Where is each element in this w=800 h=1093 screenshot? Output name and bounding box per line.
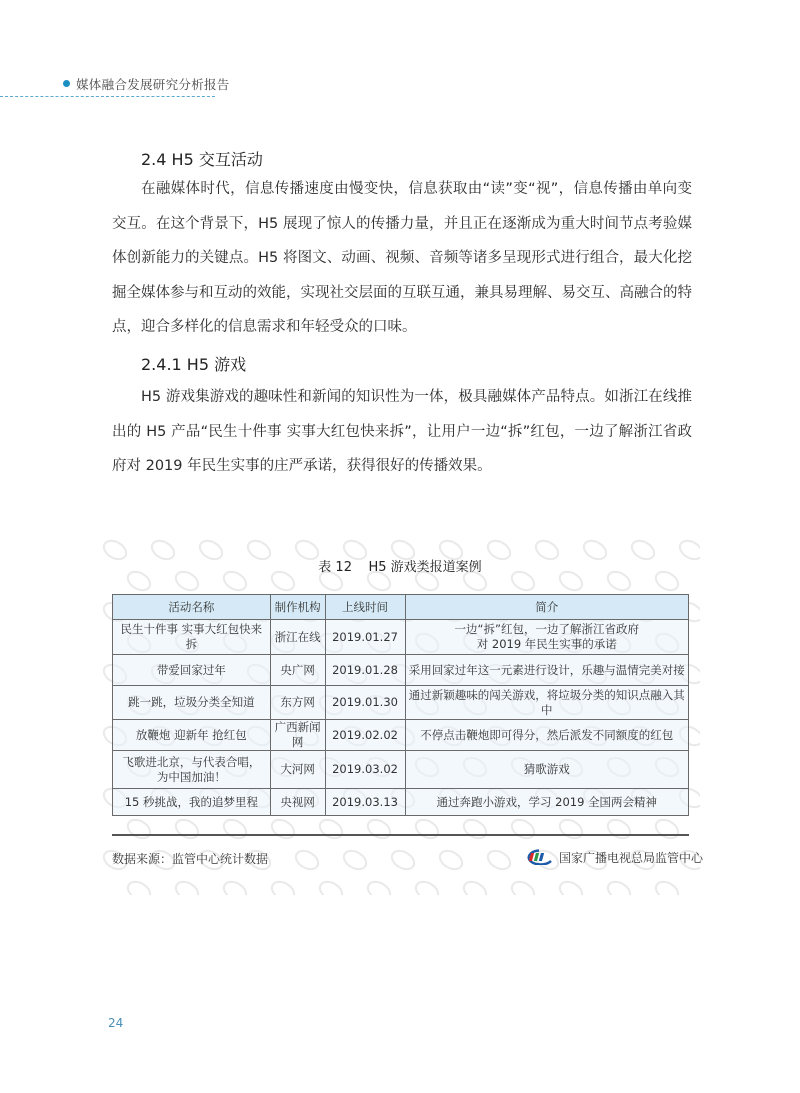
column-header-name: 活动名称 [113, 595, 271, 620]
watermark-logo-icon [483, 846, 515, 875]
watermark-logo-icon [555, 815, 587, 844]
watermark-logo-icon [699, 753, 700, 782]
cell-date: 2019.01.27 [325, 620, 405, 655]
cell-name: 民生十件事 实事大红包快来拆 [113, 620, 271, 655]
watermark-logo-icon [267, 815, 299, 844]
watermark-logo-icon [363, 815, 395, 844]
watermark-logo-icon [699, 877, 700, 895]
watermark-logo-icon [603, 815, 635, 844]
watermark-logo-icon [651, 877, 683, 895]
watermark-logo-icon [459, 877, 491, 895]
cell-intro: 不停点击鞭炮即可得分，然后派发不同额度的红包 [405, 720, 688, 751]
cell-org: 浙江在线 [270, 620, 325, 655]
table-row [113, 789, 689, 816]
cell-name [113, 751, 271, 789]
watermark-logo-icon [291, 846, 323, 875]
watermark-logo-icon [411, 815, 443, 844]
watermark-logo-icon [603, 877, 635, 895]
cell-name: 跳一跳，垃圾分类全知道 [113, 686, 271, 720]
cell-name-line: 飞歌进北京，与代表合唱， [122, 754, 261, 769]
watermark-logo-icon [123, 877, 155, 895]
cell-name-line: 为中国加油！ [156, 769, 226, 784]
watermark-logo-icon [267, 877, 299, 895]
table-row [113, 751, 689, 789]
divider-rule [112, 834, 689, 836]
data-source: 数据来源：监管中心统计数据 [112, 852, 269, 866]
cell-intro: 通过奔跑小游戏，学习 2019 全国两会精神 [405, 789, 688, 816]
bullet-dot-icon [63, 80, 70, 87]
table-row [113, 720, 689, 751]
subsection-heading: 2.4.1 H5 游戏 [141, 355, 247, 374]
page-number: 24 [108, 1016, 124, 1030]
cell-intro-line: 一边“拆”红包，一边了解浙江省政府 [454, 622, 639, 636]
watermark-logo-icon [699, 629, 700, 658]
watermark-logo-icon [315, 815, 347, 844]
organization-credit [525, 848, 703, 866]
watermark-logo-icon [387, 846, 419, 875]
watermark-logo-icon [411, 877, 443, 895]
cell-date: 2019.01.28 [325, 655, 405, 686]
column-header-org: 制作机构 [270, 595, 325, 620]
cell-intro: 采用回家过年这一元素进行设计，乐趣与温情完美对接 [405, 655, 688, 686]
cell-name: 15 秒挑战，我的追梦里程 [113, 789, 271, 816]
watermark-logo-icon [171, 815, 203, 844]
cases-table [112, 594, 689, 816]
cell-org: 大河网 [270, 751, 325, 789]
watermark-logo-icon [651, 815, 683, 844]
watermark-logo-icon [219, 815, 251, 844]
cell-intro [405, 620, 688, 655]
watermark-logo-icon [339, 846, 371, 875]
watermark-logo-icon [507, 877, 539, 895]
table-header-row [113, 595, 689, 620]
cell-name: 带爱回家过年 [113, 655, 271, 686]
cell-date: 2019.02.02 [325, 720, 405, 751]
ncms-logo-icon [525, 849, 553, 865]
section-heading: 2.4 H5 交互活动 [141, 150, 263, 169]
watermark-logo-icon [219, 877, 251, 895]
organization-name: 国家广播电视总局监管中心 [559, 850, 704, 865]
cell-date: 2019.03.13 [325, 789, 405, 816]
watermark-logo-icon [507, 815, 539, 844]
cell-name: 放鞭炮 迎新年 抢红包 [113, 720, 271, 751]
watermark-logo-icon [699, 815, 700, 844]
cell-intro: 通过新颖趣味的闯关游戏，将垃圾分类的知识点融入其中 [405, 686, 688, 720]
cell-date: 2019.03.02 [325, 751, 405, 789]
cell-date: 2019.01.30 [325, 686, 405, 720]
watermark-logo-icon [555, 877, 587, 895]
cell-org: 央视网 [270, 789, 325, 816]
running-header [0, 72, 230, 97]
subsection-paragraph: H5 游戏集游戏的趣味性和新闻的知识性为一体，极具融媒体产品特点。如浙江在线推出的 H5 产品“民生十件事 实事大红包快来拆”，让用户一边“拆”红包，一边了解浙江省政府对 2019 年民生实事的庄严承诺，获得很好的传播效果。 [112, 389, 692, 475]
watermark-logo-icon [459, 815, 491, 844]
table-caption: 表 12 H5 游戏类报道案例 [318, 560, 482, 575]
table-row [113, 620, 689, 655]
table-row [113, 686, 689, 720]
watermark-logo-icon [123, 815, 155, 844]
watermark-logo-icon [435, 846, 467, 875]
cell-intro: 猜歌游戏 [405, 751, 688, 789]
cell-org: 央广网 [270, 655, 325, 686]
cell-org: 东方网 [270, 686, 325, 720]
watermark-logo-icon [699, 691, 700, 720]
column-header-intro: 简介 [405, 595, 688, 620]
watermark-logo-icon [315, 877, 347, 895]
cell-intro-line: 对 2019 年民生实事的承诺 [476, 637, 617, 651]
column-header-date: 上线时间 [325, 595, 405, 620]
watermark-logo-icon [363, 877, 395, 895]
section-paragraph: 在融媒体时代，信息传播速度由慢变快，信息获取由“读”变“视”，信息传播由单向变交互。在这个背景下，H5 展现了惊人的传播力量，并且正在逐渐成为重大时间节点考验媒体创新能力的关键点。H5 将图文、动画、视频、音频等诸多呈现形式进行组合，最大化挖掘全媒体参与和互动的效能，实现社交层面的互联互通，兼具易理解、易交互、高融合的特点，迎合多样化的信息需求和年轻受众的口味。 [112, 181, 692, 336]
report-title: 媒体融合发展研究分析报告 [76, 77, 230, 92]
cell-org: 广西新闻网 [270, 720, 325, 751]
table-row [113, 655, 689, 686]
watermark-logo-icon [171, 877, 203, 895]
